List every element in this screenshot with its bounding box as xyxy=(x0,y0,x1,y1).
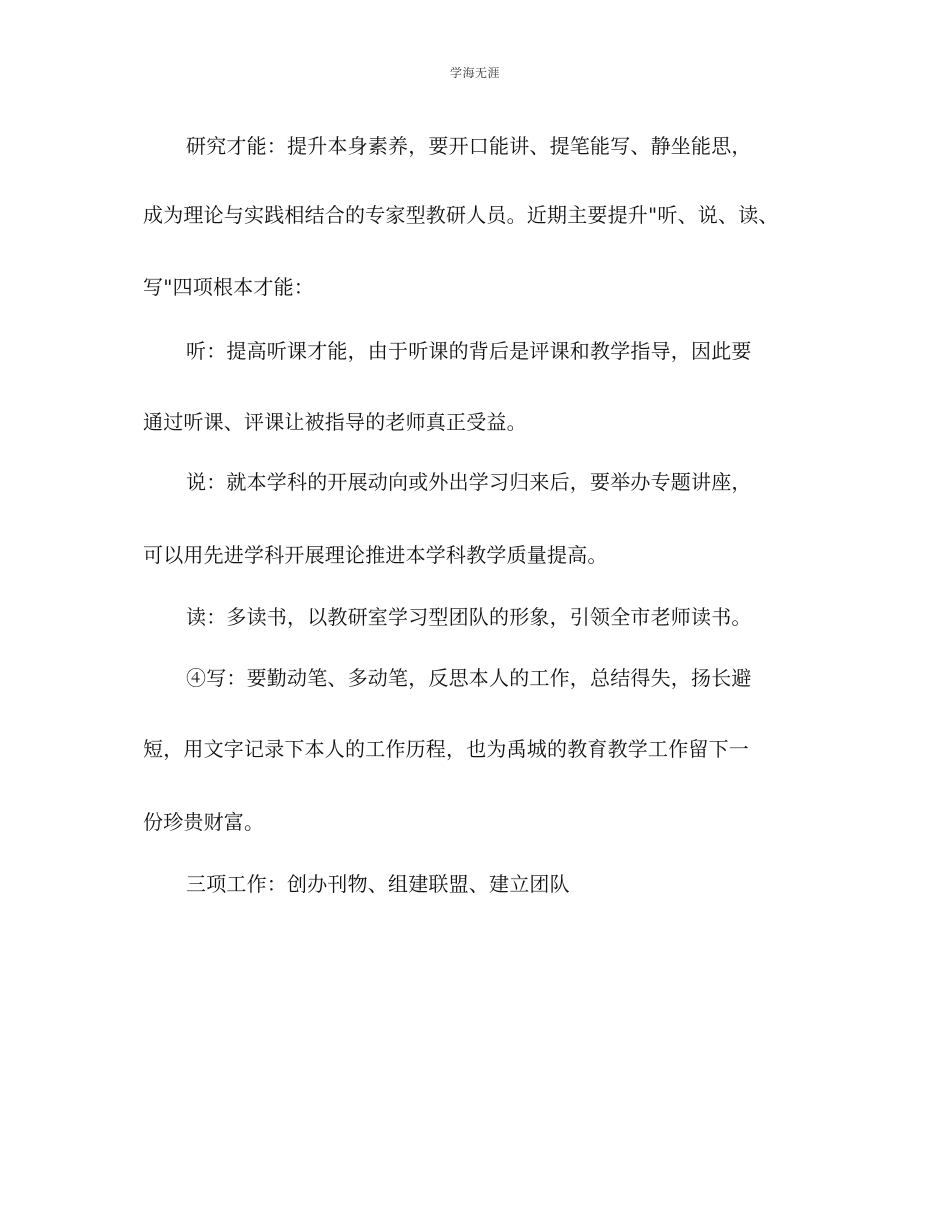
paragraph-speaking-line-2: 可以用先进学科开展理论推进本学科教学质量提高。 xyxy=(143,543,608,567)
paragraph-writing-line-3: 份珍贵财富。 xyxy=(143,810,265,834)
page-header: 学海无涯 xyxy=(449,66,500,80)
paragraph-research-abilities-line-2: 成为理论与实践相结合的专家型教研人员。近期主要提升"听、说、读、 xyxy=(143,203,779,227)
paragraph-writing-line-2: 短，用文字记录下本人的工作历程，也为禹城的教育教学工作留下一 xyxy=(143,737,749,761)
paragraph-three-tasks-line-1: 三项工作：创办刊物、组建联盟、建立团队 xyxy=(186,872,570,896)
paragraph-speaking-line-1: 说：就本学科的开展动向或外出学习归来后，要举办专题讲座， xyxy=(186,470,752,494)
paragraph-listening-line-2: 通过听课、评课让被指导的老师真正受益。 xyxy=(143,410,527,434)
paragraph-reading-line-1: 读：多读书，以教研室学习型团队的形象，引领全市老师读书。 xyxy=(186,605,752,629)
paragraph-writing-line-1: ④写：要勤动笔、多动笔，反思本人的工作，总结得失，扬长避 xyxy=(186,666,752,690)
paragraph-research-abilities-line-1: 研究才能：提升本身素养，要开口能讲、提笔能写、静坐能思， xyxy=(186,134,752,158)
paragraph-research-abilities-line-3: 写"四项根本才能： xyxy=(143,275,314,299)
paragraph-listening-line-1: 听：提高听课才能，由于听课的背后是评课和教学指导，因此要 xyxy=(186,339,752,363)
